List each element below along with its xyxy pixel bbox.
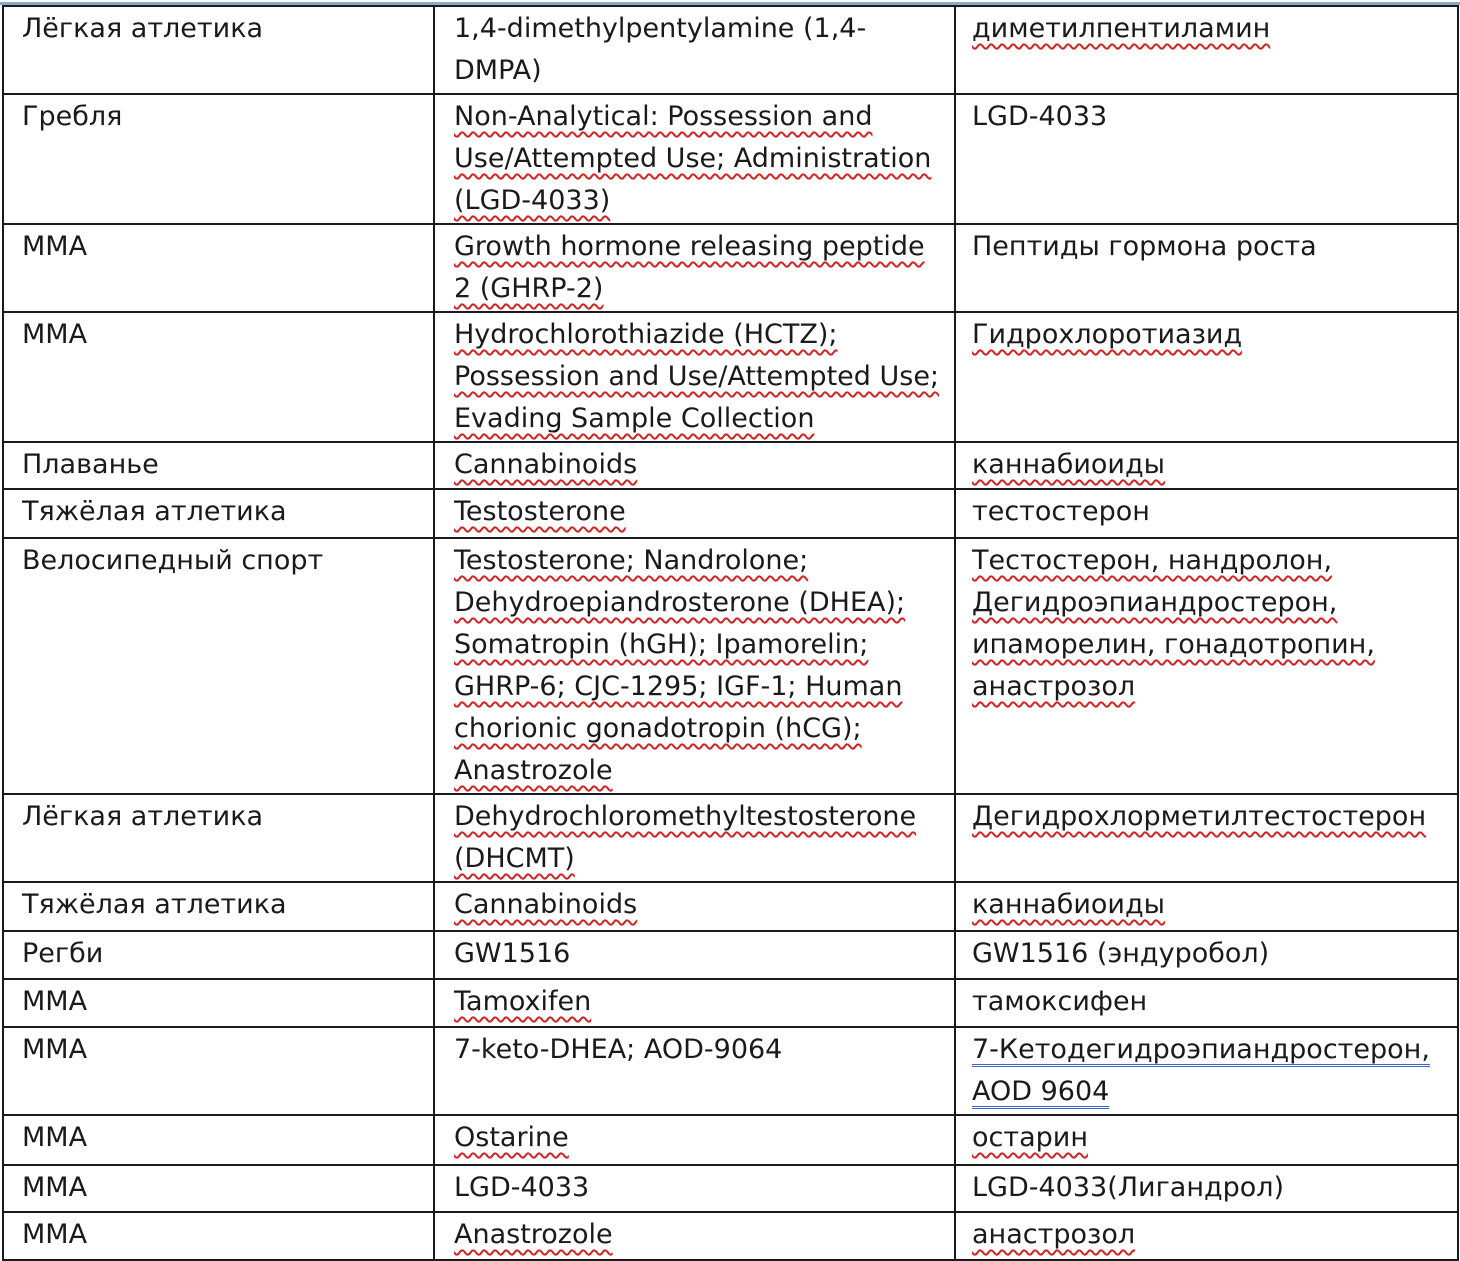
table-row xyxy=(3,1165,1458,1212)
substance-en-text: Hydrochlorothiazide (HCTZ); Possession and Use/Attempted Use; Evading Sample Collection xyxy=(454,319,940,434)
substance-ru-text: Дегидрохлорметилтестостерон xyxy=(972,801,1427,832)
sport-cell xyxy=(3,489,434,538)
table-row xyxy=(3,442,1458,489)
substance-en-cell xyxy=(434,224,955,312)
table-row xyxy=(3,6,1458,94)
table-row xyxy=(3,1115,1458,1165)
substance-ru-cell xyxy=(955,489,1458,538)
substance-ru-text: тамоксифен xyxy=(972,986,1148,1017)
substance-en-cell xyxy=(434,1165,955,1212)
sport-cell xyxy=(3,538,434,794)
substance-ru-cell xyxy=(955,312,1458,442)
substance-ru-cell xyxy=(955,94,1458,224)
substance-en-text: LGD-4033 xyxy=(454,1172,590,1203)
substance-ru-cell xyxy=(955,979,1458,1027)
sport-cell xyxy=(3,94,434,224)
table-row xyxy=(3,489,1458,538)
sport-text: Тяжёлая атлетика xyxy=(22,496,287,527)
substance-ru-text: Тестостерон, нандролон, Дегидроэпиандростерон, ипаморелин, гонадотропин, анастрозол xyxy=(972,545,1375,702)
substance-en-cell xyxy=(434,489,955,538)
substance-en-cell xyxy=(434,312,955,442)
substance-en-text: Cannabinoids xyxy=(454,449,638,480)
table-row xyxy=(3,224,1458,312)
substance-en-text: Anastrozole xyxy=(454,1219,613,1250)
table-row xyxy=(3,538,1458,794)
substance-ru-cell xyxy=(955,882,1458,931)
substance-ru-cell xyxy=(955,931,1458,979)
substance-ru-text: тестостерон xyxy=(972,496,1150,527)
substance-en-text: Growth hormone releasing peptide 2 (GHRP-2) xyxy=(454,231,925,304)
sport-text: ММА xyxy=(22,1172,88,1203)
substance-ru-cell xyxy=(955,224,1458,312)
substance-ru-text: LGD-4033 xyxy=(972,101,1108,132)
substance-ru-cell xyxy=(955,6,1458,94)
substance-ru-text: каннабиоиды xyxy=(972,449,1165,480)
sport-text: ММА xyxy=(22,986,88,1017)
substance-ru-text: остарин xyxy=(972,1122,1088,1153)
sport-text: ММА xyxy=(22,1034,88,1065)
table-row xyxy=(3,979,1458,1027)
sport-text: ММА xyxy=(22,231,88,262)
sport-cell xyxy=(3,794,434,882)
sport-cell xyxy=(3,1027,434,1115)
substance-en-text: 1,4-dimethylpentylamine (1,4-DMPA) xyxy=(454,13,867,86)
sport-text: ММА xyxy=(22,319,88,350)
substance-en-cell xyxy=(434,1212,955,1260)
sport-cell xyxy=(3,442,434,489)
sport-cell xyxy=(3,1212,434,1260)
substance-en-text: Testosterone xyxy=(454,496,626,527)
substance-ru-text: диметилпентиламин xyxy=(972,13,1271,44)
substance-ru-text: GW1516 (эндуробол) xyxy=(972,938,1270,969)
substance-en-cell xyxy=(434,6,955,94)
sport-text: Тяжёлая атлетика xyxy=(22,889,287,920)
substance-ru-cell xyxy=(955,1115,1458,1165)
table-row xyxy=(3,1212,1458,1260)
table-row xyxy=(3,931,1458,979)
sport-text: ММА xyxy=(22,1122,88,1153)
substance-en-cell xyxy=(434,94,955,224)
substance-en-cell xyxy=(434,1027,955,1115)
sport-cell xyxy=(3,6,434,94)
substance-en-text: 7-keto-DHEA; AOD-9064 xyxy=(454,1034,783,1065)
sport-text: Регби xyxy=(22,938,104,969)
substance-en-text: Testosterone; Nandrolone; Dehydroepiandrosterone (DHEA); Somatropin (hGH); Ipamorelin; GHRP-6; CJC-1295; IGF-1; Human chorionic gonadotropin (hCG); Anastrozole xyxy=(454,545,906,786)
substance-en-text: GW1516 xyxy=(454,938,571,969)
table-row xyxy=(3,1027,1458,1115)
substance-ru-text: 7-Кетодегидроэпиандростерон, AOD 9604 xyxy=(972,1034,1430,1107)
substance-en-text: Ostarine xyxy=(454,1122,569,1153)
sport-cell xyxy=(3,312,434,442)
sport-cell xyxy=(3,882,434,931)
sport-cell xyxy=(3,979,434,1027)
substance-en-text: Dehydrochloromethyltestosterone (DHCMT) xyxy=(454,801,917,874)
substance-ru-cell xyxy=(955,442,1458,489)
table-body xyxy=(3,6,1458,1260)
substance-ru-text: LGD-4033(Лигандрол) xyxy=(972,1172,1285,1203)
substance-ru-text: каннабиоиды xyxy=(972,889,1165,920)
substance-en-cell xyxy=(434,794,955,882)
substance-ru-text: анастрозол xyxy=(972,1219,1136,1250)
table-row xyxy=(3,312,1458,442)
substance-ru-cell xyxy=(955,794,1458,882)
table-row xyxy=(3,882,1458,931)
sport-text: Велосипедный спорт xyxy=(22,545,324,576)
substance-en-cell xyxy=(434,882,955,931)
substance-ru-cell xyxy=(955,538,1458,794)
sport-text: Лёгкая атлетика xyxy=(22,13,264,44)
doping-cases-table xyxy=(2,5,1459,1261)
substance-en-cell xyxy=(434,979,955,1027)
substance-en-cell xyxy=(434,931,955,979)
sport-cell xyxy=(3,224,434,312)
sport-cell xyxy=(3,931,434,979)
sport-cell xyxy=(3,1115,434,1165)
substance-en-text: Tamoxifen xyxy=(454,986,592,1017)
sport-text: Плаванье xyxy=(22,449,159,480)
substance-en-cell xyxy=(434,538,955,794)
substance-ru-text: Гидрохлоротиазид xyxy=(972,319,1243,350)
substance-en-text: Non-Analytical: Possession and Use/Attempted Use; Administration (LGD-4033) xyxy=(454,101,932,216)
substance-en-cell xyxy=(434,1115,955,1165)
substance-en-text: Cannabinoids xyxy=(454,889,638,920)
table-row xyxy=(3,794,1458,882)
substance-ru-cell xyxy=(955,1165,1458,1212)
substance-ru-cell xyxy=(955,1212,1458,1260)
substance-ru-text: Пептиды гормона роста xyxy=(972,231,1317,262)
sport-text: ММА xyxy=(22,1219,88,1250)
sport-text: Лёгкая атлетика xyxy=(22,801,264,832)
table-row xyxy=(3,94,1458,224)
sport-text: Гребля xyxy=(22,101,123,132)
substance-en-cell xyxy=(434,442,955,489)
substance-ru-cell xyxy=(955,1027,1458,1115)
sport-cell xyxy=(3,1165,434,1212)
